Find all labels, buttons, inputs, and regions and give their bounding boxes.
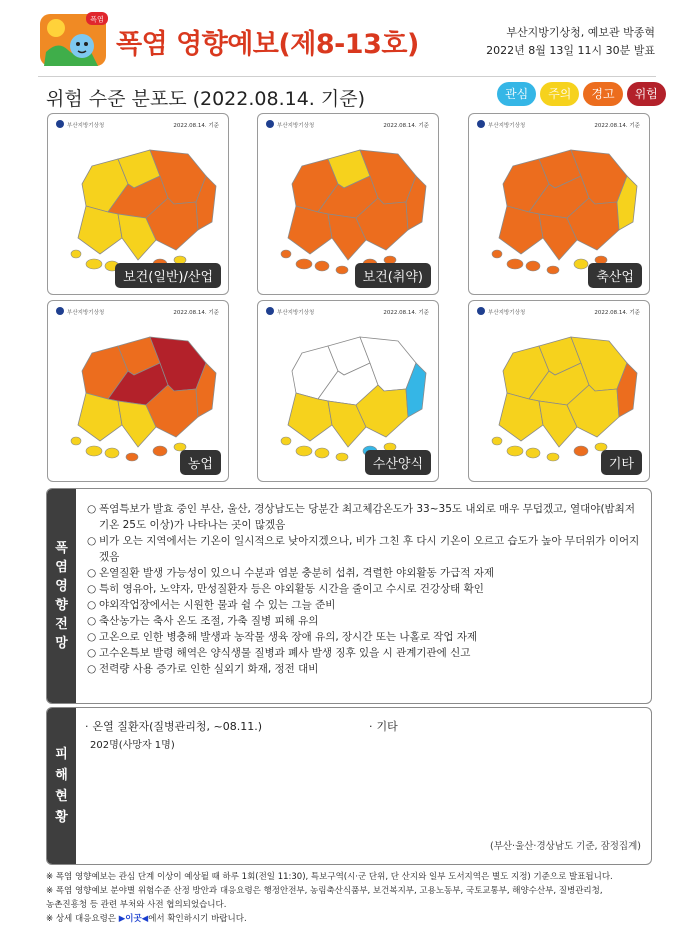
footnote-1: ※ 폭염 영향예보는 관심 단계 이상이 예상될 때 하루 1회(전일 11:30), 특보구역(시·군 단위, 단 산지와 일부 도서지역은 별도 지정) 기준으로 발표됩니다.	[46, 872, 613, 882]
forecast-item: ○ 전력량 사용 증가로 인한 실외기 화재, 정전 대비	[87, 661, 641, 677]
panel-date: 2022.08.14. 기준	[173, 123, 219, 129]
forecast-item: ○ 축산농가는 축사 온도 조절, 가축 질병 피해 유의	[87, 613, 641, 629]
footnote-4-suffix: 에서 확인하시기 바랍니다.	[148, 914, 247, 924]
panel-org: 부산지방기상청	[488, 310, 526, 316]
forecast-item: ○ 야외작업장에서는 시원한 물과 쉴 수 있는 그늘 준비	[87, 597, 641, 613]
panel-label: 보건(취약)	[355, 263, 431, 288]
forecast-list	[87, 501, 641, 677]
forecast-item: ○ 고수온특보 발령 해역은 양식생물 질병과 폐사 발생 징후 있을 시 관계기관에 신고	[87, 645, 641, 661]
map-island	[315, 261, 329, 271]
risk-legend	[497, 82, 666, 106]
map-region-southw	[499, 393, 543, 441]
header	[0, 0, 691, 76]
kma-emblem-icon	[56, 307, 64, 315]
other-damage-label: · 기타	[369, 718, 398, 734]
kma-emblem-icon	[477, 307, 485, 315]
map-island	[71, 437, 81, 445]
forecast-item: ○ 폭염특보가 발효 중인 부산, 울산, 경상남도는 당분간 최고체감온도가 33~35도 내외로 매우 무덥겠고, 열대야(밤최저기온 25도 이상)가 나타나는 곳이 많겠음	[87, 501, 641, 533]
distribution-heading: 위험 수준 분포도 (2022.08.14. 기준)	[46, 88, 365, 110]
map-panel-other	[468, 300, 650, 482]
panel-date: 2022.08.14. 기준	[594, 310, 640, 316]
map-island	[574, 259, 588, 269]
forecast-item: ○ 온열질환 발생 가능성이 있으니 수분과 염분 충분히 섭취, 격렬한 야외활동 가급적 자제	[87, 565, 641, 581]
legend-caution: 주의	[540, 82, 579, 106]
map-region-southw	[78, 393, 122, 441]
panel-date: 2022.08.14. 기준	[383, 123, 429, 129]
map-island	[574, 446, 588, 456]
kma-emblem-icon	[477, 120, 485, 128]
details-link[interactable]: ▶이곳◀	[118, 914, 149, 924]
damage-section	[46, 707, 652, 865]
panel-date: 2022.08.14. 기준	[383, 310, 429, 316]
map-island	[315, 448, 329, 458]
forecast-item: ○ 특히 영유아, 노약자, 만성질환자 등은 야외활동 시간을 줄이고 수시로 건강상태 확인	[87, 581, 641, 597]
map-island	[507, 259, 523, 269]
map-panel-livestock	[468, 113, 650, 295]
map-island	[507, 446, 523, 456]
panel-org: 부산지방기상청	[277, 310, 315, 316]
map-panel-health-vulnerable	[257, 113, 439, 295]
map-island	[86, 446, 102, 456]
kma-emblem-icon	[266, 307, 274, 315]
footnote-4-prefix: ※ 상세 대응요령은	[46, 914, 119, 924]
logo-badge: 폭염	[90, 15, 104, 24]
kma-emblem-icon	[266, 120, 274, 128]
damage-side-text: 피 해 현 황	[55, 747, 68, 825]
damage-note: (부산·울산·경상남도 기준, 잠정집계)	[490, 841, 641, 852]
panel-label: 보건(일반)/산업	[115, 263, 221, 288]
forecast-item: ○ 고온으로 인한 병충해 발생과 농작물 생육 장애 유의, 장시간 또는 나홀로 작업 자제	[87, 629, 641, 645]
panel-org: 부산지방기상청	[488, 123, 526, 129]
forecast-item: ○ 비가 오는 지역에서는 기온이 일시적으로 낮아지겠으나, 비가 그친 후 다시 기온이 오르고 습도가 높아 무더위가 이어지겠음	[87, 533, 641, 565]
forecast-side-label	[47, 489, 76, 703]
footnote-3: 농촌진흥청 등 관련 부처와 사전 협의되었습니다.	[46, 900, 227, 910]
map-island	[153, 446, 167, 456]
panel-org: 부산지방기상청	[67, 310, 105, 316]
map-island	[526, 261, 540, 271]
heatwave-logo-icon	[38, 10, 110, 70]
forecast-section	[46, 488, 652, 704]
header-divider	[38, 76, 656, 77]
map-island	[492, 437, 502, 445]
map-island	[547, 266, 559, 274]
kma-emblem-icon	[56, 120, 64, 128]
panel-label: 축산업	[588, 263, 642, 288]
heat-illness-label: · 온열 질환자(질병관리청, ~08.11.)	[85, 718, 262, 734]
legend-interest: 관심	[497, 82, 536, 106]
legend-warning: 경고	[583, 82, 622, 106]
map-island	[336, 266, 348, 274]
panel-label: 수산양식	[365, 450, 431, 475]
panel-date: 2022.08.14. 기준	[594, 123, 640, 129]
panel-label: 기타	[601, 450, 642, 475]
panel-label: 농업	[180, 450, 221, 475]
page-title: 폭염 영향예보(제8-13호)	[116, 29, 419, 60]
panel-org: 부산지방기상청	[67, 123, 105, 129]
map-island	[336, 453, 348, 461]
map-region-southw	[499, 206, 543, 254]
map-region-southw	[288, 206, 332, 254]
panel-date: 2022.08.14. 기준	[173, 310, 219, 316]
damage-side-label	[47, 708, 76, 864]
map-panel-aquaculture	[257, 300, 439, 482]
map-island	[547, 453, 559, 461]
map-island	[492, 250, 502, 258]
map-island	[126, 453, 138, 461]
map-region-southw	[288, 393, 332, 441]
map-region-southw	[78, 206, 122, 254]
map-island	[71, 250, 81, 258]
legend-danger: 위험	[627, 82, 666, 106]
map-island	[86, 259, 102, 269]
footnotes	[46, 870, 666, 926]
map-island	[296, 259, 312, 269]
footnote-4	[46, 912, 666, 926]
map-island	[281, 437, 291, 445]
map-island	[526, 448, 540, 458]
issue-time: 2022년 8월 13일 11시 30분 발표	[486, 44, 655, 57]
footnote-2: ※ 폭염 영향예보 분야별 위험수준 산정 방안과 대응요령은 행정안전부, 농림축산식품부, 보건복지부, 고용노동부, 국토교통부, 해양수산부, 질병관리청,	[46, 886, 603, 896]
heat-illness-value: 202명(사망자 1명)	[90, 740, 175, 751]
map-panel-health-general-industry	[47, 113, 229, 295]
map-island	[281, 250, 291, 258]
issuer: 부산지방기상청, 예보관 박종혁	[506, 26, 655, 39]
map-island	[105, 448, 119, 458]
panel-org: 부산지방기상청	[277, 123, 315, 129]
forecast-side-text: 폭 염 영 향 전 망	[55, 541, 68, 651]
map-panel-agriculture	[47, 300, 229, 482]
map-island	[296, 446, 312, 456]
